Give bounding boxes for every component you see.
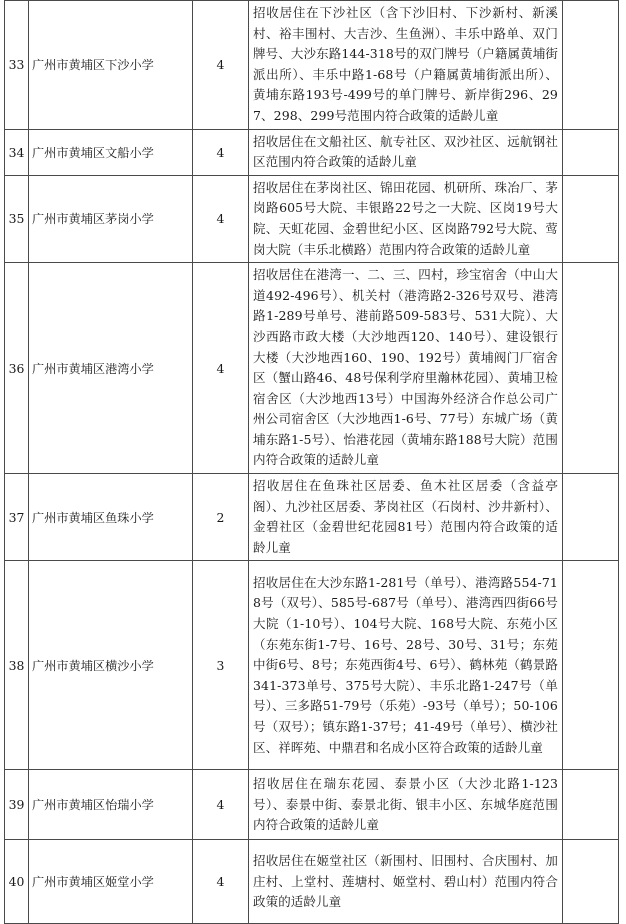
quota-count: 3: [193, 561, 249, 770]
quota-count: 4: [193, 263, 249, 474]
row-number: 38: [5, 561, 29, 770]
row-number: 40: [5, 840, 29, 924]
quota-count: 4: [193, 1, 249, 130]
enrollment-scope: 招收居住在港湾一、二、三、四村，珍宝宿舍（中山大道492-496号）、机关村（港湾路2-326号双号、港湾路1-289号单号、港前路509-583号、531大院）、大沙西路市政大楼（大沙地西120、140号）、建设银行大楼（大沙地西160、190、192号）黄埔阀门厂宿舍区（蟹山路46、48号保利学府里瀚林花园）、黄埔卫检宿舍区（大沙地西13号）中国海外经济合作总公司广州公司宿舍区（大沙地西1-6号、77号）东城广场（黄埔东路1-5号）、怡港花园（黄埔东路188号大院）范围内符合政策的适龄儿童: [249, 263, 563, 474]
quota-count: 4: [193, 770, 249, 840]
enrollment-scope: 招收居住在文船社区、航专社区、双沙社区、远航钢社区范围内符合政策的适龄儿童: [249, 129, 563, 175]
row-number: 36: [5, 263, 29, 474]
remarks-cell: [563, 561, 619, 770]
remarks-cell: [563, 263, 619, 474]
quota-count: 4: [193, 175, 249, 262]
school-name: 广州市黄埔区文船小学: [29, 129, 193, 175]
enrollment-table-page: [4, 0, 618, 910]
school-name: 广州市黄埔区姬堂小学: [29, 840, 193, 924]
table-row: [5, 840, 619, 924]
table-row: [5, 1, 619, 130]
remarks-cell: [563, 474, 619, 561]
table-row: [5, 474, 619, 561]
enrollment-scope: 招收居住在茅岗社区、锦田花园、机研所、珠冶厂、茅岗路605号大院、丰银路22号之一大院、区岗19号大院、天虹花园、金碧世纪小区、区岗路792号大院、莺岗大院（丰乐北横路）范围内符合政策的适龄儿童: [249, 175, 563, 262]
enrollment-scope-table: [4, 0, 619, 924]
remarks-cell: [563, 129, 619, 175]
row-number: 33: [5, 1, 29, 130]
remarks-cell: [563, 770, 619, 840]
row-number: 34: [5, 129, 29, 175]
school-name: 广州市黄埔区港湾小学: [29, 263, 193, 474]
row-number: 39: [5, 770, 29, 840]
row-number: 37: [5, 474, 29, 561]
remarks-cell: [563, 175, 619, 262]
quota-count: 2: [193, 474, 249, 561]
remarks-cell: [563, 840, 619, 924]
table-row: [5, 770, 619, 840]
table-row: [5, 129, 619, 175]
school-name: 广州市黄埔区鱼珠小学: [29, 474, 193, 561]
enrollment-scope: 招收居住在鱼珠社区居委、鱼木社区居委（含益亭阁）、九沙社区居委、茅岗社区（石岗村、沙井新村）、金碧社区（金碧世纪花园81号）范围内符合政策的适龄儿童: [249, 474, 563, 561]
table-row: [5, 561, 619, 770]
school-name: 广州市黄埔区下沙小学: [29, 1, 193, 130]
table-row: [5, 263, 619, 474]
enrollment-scope: 招收居住在瑞东花园、泰景小区（大沙北路1-123号）、泰景中街、泰景北街、银丰小区、东城华庭范围内符合政策的适龄儿童: [249, 770, 563, 840]
remarks-cell: [563, 1, 619, 130]
row-number: 35: [5, 175, 29, 262]
school-name: 广州市黄埔区怡瑞小学: [29, 770, 193, 840]
table-row: [5, 175, 619, 262]
school-name: 广州市黄埔区茅岗小学: [29, 175, 193, 262]
quota-count: 4: [193, 840, 249, 924]
quota-count: 4: [193, 129, 249, 175]
enrollment-scope: 招收居住在下沙社区（含下沙旧村、下沙新村、新溪村、裕丰围村、大吉沙、生鱼洲）、丰乐中路单、双门牌号、大沙东路144-318号的双门牌号（户籍属黄埔街派出所）、丰乐中路1-68号（户籍属黄埔街派出所）、黄埔东路193号-499号的单门牌号、新岸街296、297、298、299号范围内符合政策的适龄儿童: [249, 1, 563, 130]
enrollment-scope: 招收居住在姬堂社区（新围村、旧围村、合庆围村、加庄村、上堂村、莲塘村、姬堂村、碧山村）范围内符合政策的适龄儿童: [249, 840, 563, 924]
enrollment-scope: 招收居住在大沙东路1-281号（单号）、港湾路554-718号（双号）、585号-687号（单号）、港湾西四街66号大院（1-10号）、104号大院、168号大院、东苑小区（东苑东街1-7号、16号、28号、30号、31号；东苑中街6号、8号；东苑西街4号、6号）、鹤林苑（鹤景路341-373单号、375号大院）、丰乐北路1-247号（单号）、三多路51-79号（乐苑）-93号（单号）；50-106号（双号）；镇东路1-37号；41-49号（单号）、横沙社区、祥晖苑、中鼎君和名成小区符合政策的适龄儿童: [249, 561, 563, 770]
school-name: 广州市黄埔区横沙小学: [29, 561, 193, 770]
